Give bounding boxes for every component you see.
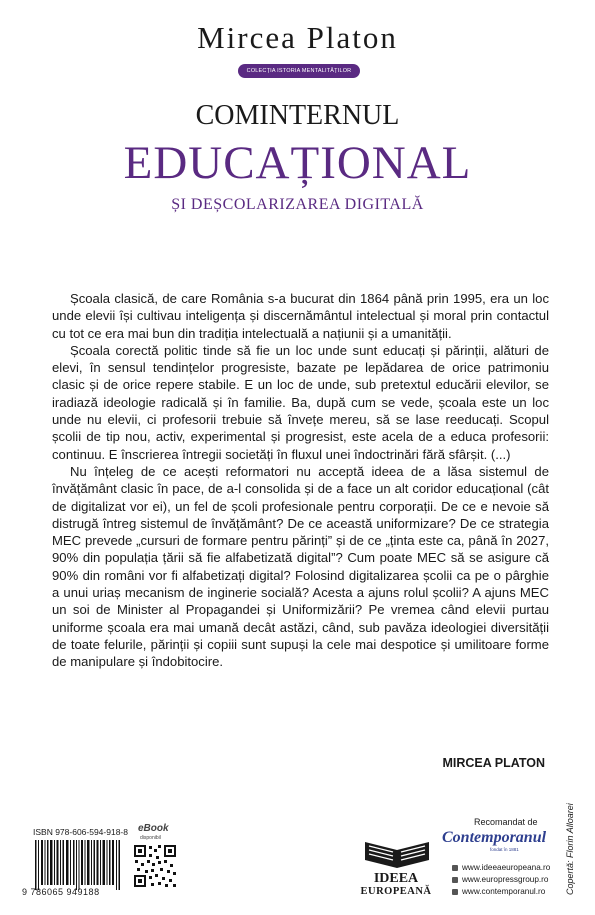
publisher-book-logo-icon [357, 838, 437, 872]
title-line-2: EDUCAȚIONAL [123, 137, 472, 189]
paragraph: Nu înțeleg de ce acești reformatori nu acceptă ideea de a lăsa sistemul de învățământ clasic în pace, de a-l consolida și de a face un alt coridor educațional (cât de digitalizat vor ei), un fel de școli profesionale pentru corporații. De ce e nevoie să distrugă întreg sistemul de învățământ? De ce această uniformizare? De ce strategia MEC prevede „cursuri de formare pentru părinți” și de ce „ținta este ca, până în 2027, 90% din populația țării să fie alfabetizată digital”? Cum poate MEC să se asigure că 90% din români vor fi alfabetizați digital? Folosind digitalizarea școlii ca pe o pârghie a unui uriaș mecanism de inginerie socială? Acesta a ajuns rolul școlii? A ajuns MEC un soi de Minister al Propagandei și Uniformizării? Pe vremea când elevii purtau uniforme școala era mai umană decât astăzi, când, sub pavăza ideologiei diversității de toate felurile, părinții și copiii sunt supuși la cele mai despotice și umilitoare forme de manipulare și îndobitocire. [52, 463, 549, 670]
barcode-icon [33, 840, 121, 890]
back-cover-text [52, 290, 549, 671]
signature: MIRCEA PLATON [442, 756, 545, 770]
ebook-label: eBook [138, 823, 169, 834]
author-name-top: Mircea Platon [197, 20, 398, 55]
qr-code-icon [133, 844, 177, 888]
collection-badge: COLECȚIA ISTORIA MENTALITĂȚILOR [238, 64, 360, 78]
website-link[interactable]: www.contemporanul.ro [452, 886, 550, 898]
publisher-name: IDEEA [373, 871, 419, 886]
contemporanul-sublabel: fondat în 1881 [490, 847, 519, 852]
ebook-sublabel: disponibil [140, 835, 161, 841]
cover-credit-text: Copertă: Florin Alloarei [565, 803, 575, 895]
title-line-3: ȘI DEȘCOLARIZAREA DIGITALĂ [171, 196, 424, 213]
paragraph: Școala clasică, de care România s-a bucurat din 1864 până prin 1995, era un loc unde elevii își cultivau inteligența și discernământul intelectual și moral prin contactul cu tot ce era mai bun din tradiția intelectuală a națiunii și a umanității. [52, 291, 549, 341]
website-link[interactable]: www.europressgroup.ro [452, 874, 550, 886]
title-line-1: COMINTERNUL [195, 100, 400, 131]
paragraph: Școala corectă politic tinde să fie un loc unde sunt educați și părinții, alături de elevi, în sensul tendințelor progresiste, bazate pe lepădarea de orice patrimoniu clasic și de orice repere stabile. E un loc de unde, sub pretextul educării elevilor, se iradiază ideologie radicală și în familie. Ba, după cum se vede, școala este un loc unde nu elevii, ci profesorii trebuie să învețe mereu, să se lase reeducați. Scopul școlii de tip nou, activ, experimental și progresist, este acela de a educa profesorii: continuu. E înscrierea întregii societăți în fluxul unei îndoctrinări fără sfârșit. (...) [52, 342, 549, 462]
publisher-subname: EUROPEANĂ [360, 886, 432, 897]
contemporanul-logo: Contemporanul [442, 829, 547, 846]
recommended-label: Recomandat de [474, 817, 538, 827]
website-link[interactable]: www.ideeaeuropeana.ro [452, 862, 550, 874]
barcode-number: 9 786065 949188 [22, 887, 100, 897]
website-list [452, 862, 550, 898]
isbn: ISBN 978-606-594-918-8 [33, 827, 128, 837]
